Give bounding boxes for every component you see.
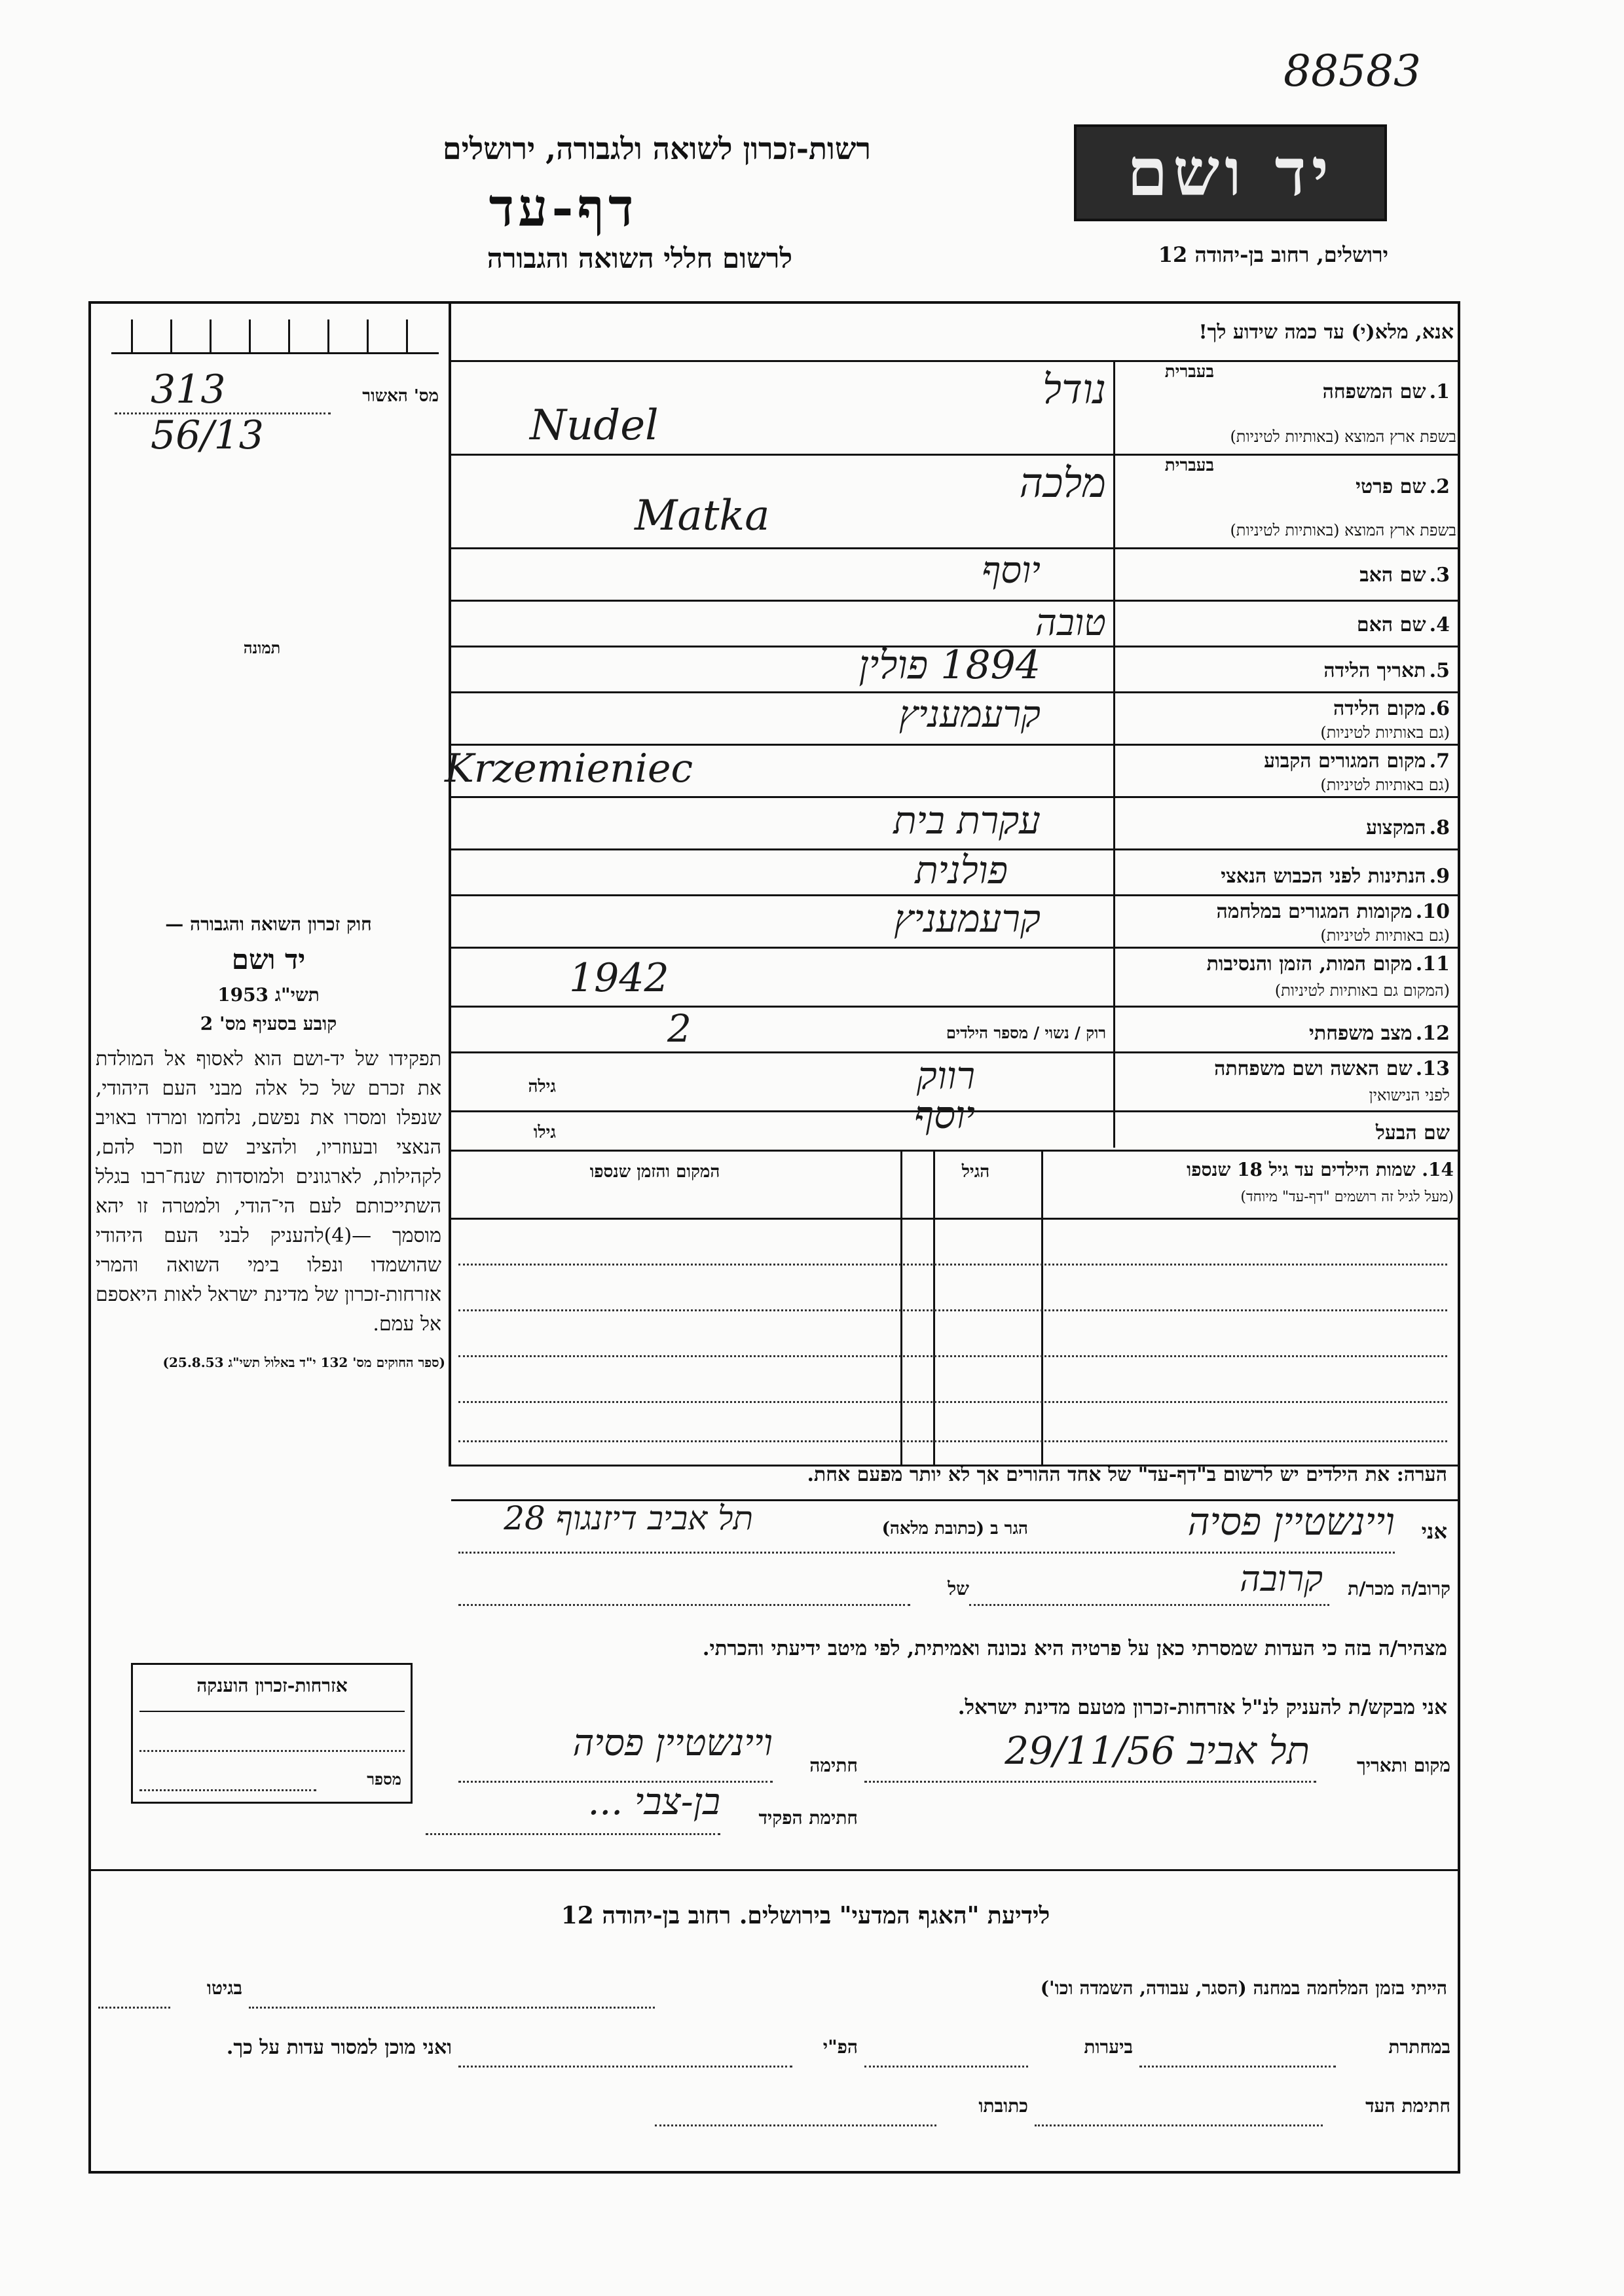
children-row-1 [458,1264,1447,1266]
bottom-line2-fill-3 [458,2066,792,2068]
field-7-sub: (גם באותיות לטיניות) [1320,776,1450,794]
signature-value: ויינשטיין פסיה [572,1722,773,1764]
children-col-age: הגיל [961,1162,990,1182]
address-value: תל אביב דיזנגוף 28 [504,1499,753,1537]
bottom-line2-d: ואני מוכן למסור עדות על כך. [226,2036,452,2059]
children-row-3 [458,1355,1447,1357]
ani-label: אני [1421,1519,1447,1544]
children-col-place: המקום והזמן שנספו [589,1162,720,1182]
citizenship-number-label: מספר [367,1770,401,1789]
field-row-10 [451,896,1460,949]
form-title: דף-עד [489,177,638,238]
of-label: של [948,1578,969,1599]
field-4-num: 4. [1429,613,1450,636]
husband-label: שם הבעל [1375,1121,1450,1144]
husband-value: יוסף [913,1093,975,1137]
note: הערה: את הילדים יש לרשום ב"דף-עד" של אחד ההורים אך לא יותר מפעם אחת. [807,1463,1447,1486]
field-9-label: הנתינות לפני הכבוש הנאצי [1221,865,1426,888]
bottom-line1-end [98,2007,170,2009]
ani-line [458,1552,1395,1554]
field-13-sub: לפני הנישואין [1369,1086,1450,1104]
place-date-value: תל אביב 29/11/56 [1005,1728,1310,1773]
children-row-4 [458,1401,1447,1403]
field-10-label: מקומות המגורים במלחמה [1216,900,1412,923]
field-5-value: 1894 פולין [858,642,1041,688]
field-6-sub: (גם באותיות לטיניות) [1320,723,1450,742]
bottom-line2-c: הפ"י [822,2036,858,2058]
field-7-label: מקום המגורים הקבוע [1264,750,1426,773]
cert-line [115,412,331,414]
field-1-label: שם המשפחה [1322,380,1426,403]
field-13-value: רווק [916,1053,975,1098]
bottom-line1-fill [249,2007,655,2009]
bottom-title: לידיעת "האגף המדעי" בירושלים. רחוב בן-יהודה 12 [561,1902,1050,1929]
field-row-6 [451,693,1460,746]
field-10-sub: (גם באותיות לטיניות) [1320,926,1450,945]
field-9-value: פולנית [915,848,1008,892]
field-2-latin: Matka [635,492,770,540]
field-13-label: שם האשה ושם משפחתה [1214,1057,1412,1080]
children-title: שמות הילדים עד גיל 18 שנספו [1187,1159,1416,1180]
institution-name: רשות-זכרון לשואה ולגבורה, ירושלים [442,131,871,166]
field-row-8 [451,798,1460,850]
field-row-7 [445,746,1460,798]
field-2-num: 2. [1429,475,1450,498]
statement: מצהיר/ה בזה כי העדות שמסרתי כאן על פרטיה היא נכונה ואמיתית, לפי מיטב ידיעתי והכרתי. [702,1637,1447,1660]
photo-label: תמונה [243,638,281,657]
field-11-sub: (המקום גם באותיות לטיניות) [1274,981,1450,1000]
bottom-line2-a: במחתרת [1388,2036,1450,2058]
field-row-1 [451,362,1460,456]
intro-text: אנא, מלא(י) עד כמה שידוע לך! [1198,321,1454,344]
place-date-label: מקום ותאריך [1356,1755,1450,1776]
field-3-value: יוסף [982,549,1041,592]
declarant-name: ויינשטיין פסיה [1187,1499,1395,1544]
field-row-4 [451,602,1460,647]
field-row-2 [451,456,1460,549]
officer-value: בן-צבי ... [587,1781,720,1823]
field-2-label: שם פרטי [1356,475,1426,498]
field-6-value: קרעמעניץ [898,693,1041,736]
citizenship-title: אזרחות-זכרון הוענקה [196,1675,348,1696]
law-title-1: חוק זכרון השואה והגבורה — [165,913,372,935]
bottom-line2-fill-1 [1139,2066,1336,2068]
relation-label: קרוב/ה מכר/ת [1348,1578,1450,1599]
bottom-line1-a: הייתי בזמן המלחמה במחנה (הסגר, עבודה, השמדה וכו') [1040,1977,1447,1999]
field-13-age-label: גילה [528,1077,556,1097]
field-6-label: מקום הלידה [1333,697,1426,720]
field-10-num: 10. [1415,900,1450,923]
children-label [1048,1159,1454,1181]
tick-boxes [111,319,439,359]
field-11-value: 1942 [569,955,669,1001]
field-1-hebrew: נודל [1042,365,1106,413]
address-label: הגר ב (כתובת מלאה) [881,1519,1028,1539]
bottom-line3-b: כתובתו [978,2095,1028,2117]
field-2-hebrew: מלכה [1019,459,1106,507]
field-row-3 [451,549,1460,602]
field-4-label: שם האם [1356,613,1426,636]
field-8-num: 8. [1429,816,1450,839]
bottom-line3-a: חתימת העד [1365,2095,1450,2117]
field-12-options: רוק / נשוי / מספר הילדים [946,1023,1106,1042]
field-8-label: המקצוע [1366,816,1426,839]
children-col-div-2 [933,1152,935,1466]
field-9-num: 9. [1429,865,1450,888]
cert-value: 313 56/13 [151,367,264,458]
field-2-tag: בעברית [1164,456,1214,475]
field-1-latin: Nudel [530,401,659,450]
law-title-2: יד ושם [231,943,306,975]
children-col-div-1 [1041,1152,1043,1466]
children-header-underline [451,1218,1460,1220]
field-1-sub: בשפת ארץ המוצא (באותיות לטיניות) [1230,428,1456,446]
address: ירושלים, רחוב בן-יהודה 12 [1158,242,1388,267]
field-4-value: טובה [1035,602,1106,644]
place-date-line [864,1781,1316,1783]
relation-line [969,1604,1329,1606]
bottom-line1-b: בגיטו [206,1977,242,1999]
field-7-num: 7. [1429,750,1450,773]
field-12-value: 2 [667,1006,692,1051]
field-10-value: קרעמעניץ [894,896,1041,941]
children-col-div-3 [900,1152,902,1466]
bottom-line2-b: ביערות [1084,2036,1133,2058]
archive-number: 88583 [1283,46,1421,96]
citizenship-box [131,1663,413,1804]
field-13-num: 13. [1415,1057,1450,1080]
field-2-sub: בשפת ארץ המוצא (באותיות לטיניות) [1230,521,1456,539]
request: אני מבקש/ת להעניק לנ"ל אזרחות-זכרון מטעם מדינת ישראל. [957,1696,1447,1719]
bottom-line3-fill-1 [1035,2124,1323,2126]
bottom-line3-fill-2 [655,2124,936,2126]
children-row-2 [458,1309,1447,1311]
children-sub: (מעל לגיל זה רושמים "דף-עד" מיוחד) [1240,1189,1454,1205]
law-section: קובע בסעיף מס' 2 [200,1013,337,1034]
field-row-12 [451,1008,1460,1053]
field-1-num: 1. [1429,380,1450,403]
law-footnote: (ספר החוקים מס' 132 י"ד באלול תשי"ג 25.8.53) [162,1355,445,1370]
children-row-5 [458,1440,1447,1442]
field-5-num: 5. [1429,659,1450,682]
form-subtitle: לרשום חללי השואה והגבורה [487,242,792,274]
signature-label: חתימה [809,1755,858,1776]
field-row-5 [451,642,1460,693]
officer-label: חתימת הפקיד [758,1807,858,1829]
law-year: תשי"ג 1953 [217,984,320,1006]
logo [1074,124,1387,221]
field-3-label: שם האב [1359,564,1426,587]
field-3-num: 3. [1429,564,1450,587]
field-5-label: תאריך הלידה [1323,659,1426,682]
children-num: 14. [1422,1159,1454,1180]
field-row-11 [451,949,1460,1008]
of-line [458,1604,910,1606]
field-12-num: 12. [1415,1022,1450,1045]
field-11-label: מקום המות, הזמן והנסיבות [1206,953,1412,975]
officer-line [426,1833,720,1835]
field-12-label: מצב משפחתי [1309,1022,1412,1045]
field-row-9 [451,850,1460,896]
field-8-value: עקרת בית [893,798,1041,843]
field-1-tag: בעברית [1164,362,1214,382]
field-7-value: Krzemieniec [445,746,693,792]
relation-value: קרובה [1240,1558,1323,1599]
bottom-line2-fill-2 [864,2066,1028,2068]
field-6-num: 6. [1429,697,1450,720]
law-body: תפקידו של יד-ושם הוא לאסוף אל המולדת את זכרם של כל אלה מבני העם היהודי, שנפלו ומסרו את נפשם, נלחמו ומרדו באויב הנאצי ובעוזריו, ולהציב שם וזכר להם, לקהילות, לארגונים ולמוסדות שנח־רבו בגלל השתייכותם לעם הי־הודי, ולמטרה זו יהא מוסמך —(4)להעניק לבני העם היהודי שהושמדו ונפלו בימי השואה והמרי אזרחות-זכרון של מדינת ישראל לאות היאספם אל עמם. [96,1048,441,1336]
law-box [92,913,445,1503]
cert-label: מס' האשור [362,386,439,406]
logo-text: יד ושם [1127,134,1334,211]
husband-age-label: גילו [533,1123,556,1142]
bottom-separator [88,1869,1460,1871]
field-11-num: 11. [1415,953,1450,975]
